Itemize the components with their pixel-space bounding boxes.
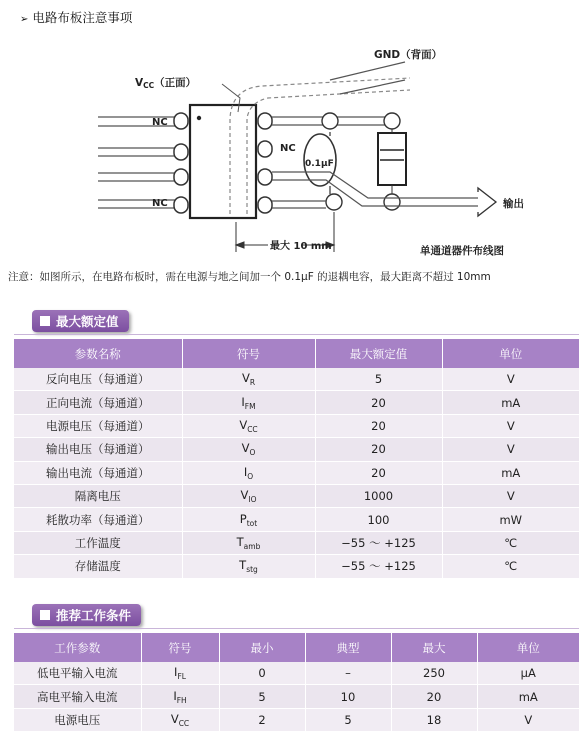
symbol-main: I <box>174 665 178 680</box>
wiring-diagram <box>0 0 587 262</box>
header-max-rating: 最大额定值 <box>315 339 442 368</box>
max-cell: 20 <box>391 685 477 708</box>
capacitor-label: 0.1μF <box>305 159 334 169</box>
gnd-label: GND（背面） <box>374 49 443 61</box>
symbol-subscript: O <box>249 448 256 458</box>
header-param: 参数名称 <box>14 339 182 368</box>
unit-cell: V <box>442 484 579 507</box>
typ-cell: 10 <box>305 685 391 708</box>
param-name-cell: 正向电流（每通道） <box>14 391 182 414</box>
table-row <box>14 391 579 414</box>
table-row <box>14 508 579 531</box>
header-param: 工作参数 <box>14 633 141 662</box>
square-bullet-icon <box>40 316 50 326</box>
param-name-cell: 低电平输入电流 <box>14 662 141 685</box>
unit-cell: mA <box>442 461 579 484</box>
param-name-cell: 耗散功率（每通道） <box>14 508 182 531</box>
section-divider <box>14 334 579 335</box>
param-name-cell: 电源电压（每通道） <box>14 414 182 437</box>
unit-cell: mA <box>442 391 579 414</box>
param-name-cell: 输出电流（每通道） <box>14 461 182 484</box>
table-row <box>14 662 579 685</box>
symbol-cell <box>182 391 315 414</box>
max-cell: 250 <box>391 662 477 685</box>
unit-cell: V <box>442 438 579 461</box>
symbol-main: T <box>239 558 247 573</box>
min-cell: 2 <box>219 708 305 731</box>
symbol-main: V <box>241 371 250 386</box>
symbol-subscript: IO <box>248 495 257 505</box>
layout-note: 注意：如图所示，在电路布板时，需在电源与地之间加一个 0.1μF 的退耦电容，最大距离不超过 10mm <box>8 271 491 283</box>
symbol-subscript: R <box>249 378 256 388</box>
table-row <box>14 484 579 507</box>
symbol-cell <box>182 484 315 507</box>
output-trace <box>272 172 478 208</box>
symbol-subscript: O <box>247 471 254 481</box>
output-arrow-icon <box>478 188 496 216</box>
unit-cell: V <box>442 414 579 437</box>
max-value-cell: −55 ～ +125 <box>315 555 442 578</box>
symbol-subscript: stg <box>246 565 258 575</box>
symbol-cell <box>141 662 219 685</box>
symbol-cell <box>141 708 219 731</box>
symbol-subscript: CC <box>247 424 258 434</box>
symbol-main: V <box>240 488 249 503</box>
max-value-cell: 1000 <box>315 484 442 507</box>
dimension-label: 最大 10 mm <box>270 241 332 252</box>
heading-text: 电路布板注意事项 <box>32 10 133 25</box>
param-name-cell: 工作温度 <box>14 531 182 554</box>
left-pads <box>174 113 188 213</box>
unit-cell: mA <box>477 685 579 708</box>
max-value-cell: 5 <box>315 368 442 391</box>
symbol-subscript: tot <box>246 518 258 528</box>
recommended-title-text: 推荐工作条件 <box>56 608 132 623</box>
symbol-cell <box>182 368 315 391</box>
symbol-subscript: CC <box>178 718 190 728</box>
unit-cell: mW <box>442 508 579 531</box>
nc-label-right: NC <box>280 143 296 154</box>
table-row <box>14 685 579 708</box>
typ-cell: – <box>305 662 391 685</box>
symbol-main: V <box>239 417 248 432</box>
output-label: 输出 <box>503 198 524 210</box>
recommended-title <box>32 604 141 626</box>
symbol-cell <box>182 414 315 437</box>
symbol-main: V <box>170 711 179 726</box>
max-value-cell: 100 <box>315 508 442 531</box>
max-cell: 18 <box>391 708 477 731</box>
symbol-cell <box>141 685 219 708</box>
symbol-main: I <box>243 464 248 479</box>
max-ratings-title <box>32 310 129 332</box>
table-row <box>14 414 579 437</box>
header-min: 最小 <box>219 633 305 662</box>
max-value-cell: 20 <box>315 391 442 414</box>
nc-label-left-top: NC <box>152 117 168 128</box>
max-value-cell: 20 <box>315 461 442 484</box>
diagram-caption: 单通道器件布线图 <box>420 245 504 257</box>
symbol-cell <box>182 555 315 578</box>
bullet-arrow-icon: ➢ <box>20 14 29 25</box>
symbol-cell <box>182 508 315 531</box>
table-row <box>14 461 579 484</box>
right-pads <box>258 113 272 213</box>
section-divider <box>14 628 579 629</box>
header-symbol: 符号 <box>182 339 315 368</box>
min-cell: 0 <box>219 662 305 685</box>
param-name-cell: 输出电压（每通道） <box>14 438 182 461</box>
typ-cell: 5 <box>305 708 391 731</box>
max-ratings-table <box>14 339 579 579</box>
table-header-row <box>14 339 579 368</box>
max-value-cell: −55 ～ +125 <box>315 531 442 554</box>
diode-icon <box>378 129 406 195</box>
symbol-cell <box>182 438 315 461</box>
table-header-row <box>14 633 579 662</box>
ic-package <box>190 105 256 218</box>
param-name-cell: 反向电压（每通道） <box>14 368 182 391</box>
symbol-subscript: amb <box>243 541 261 551</box>
unit-cell: ℃ <box>442 531 579 554</box>
max-value-cell: 20 <box>315 414 442 437</box>
header-symbol: 符号 <box>141 633 219 662</box>
symbol-main: P <box>239 511 247 526</box>
gnd-exit <box>330 62 405 94</box>
table-row <box>14 708 579 731</box>
recommended-table <box>14 633 579 732</box>
pin1-dot <box>197 116 201 120</box>
symbol-subscript: FH <box>176 695 187 705</box>
symbol-cell <box>182 461 315 484</box>
header-typ: 典型 <box>305 633 391 662</box>
header-unit: 单位 <box>442 339 579 368</box>
max-ratings-title-text: 最大额定值 <box>56 314 119 329</box>
unit-cell: ℃ <box>442 555 579 578</box>
unit-cell: V <box>477 708 579 731</box>
table-row <box>14 368 579 391</box>
unit-cell: μA <box>477 662 579 685</box>
symbol-main: I <box>173 688 177 703</box>
symbol-subscript: FM <box>244 401 256 411</box>
param-name-cell: 电源电压 <box>14 708 141 731</box>
symbol-main: V <box>241 441 250 456</box>
unit-cell: V <box>442 368 579 391</box>
square-bullet-icon <box>40 610 50 620</box>
nc-label-left-bottom: NC <box>152 198 168 209</box>
symbol-main: I <box>241 394 245 409</box>
left-traces <box>98 117 180 208</box>
max-value-cell: 20 <box>315 438 442 461</box>
param-name-cell: 高电平输入电流 <box>14 685 141 708</box>
min-cell: 5 <box>219 685 305 708</box>
symbol-main: T <box>236 534 244 549</box>
table-row <box>14 438 579 461</box>
table-row <box>14 555 579 578</box>
header-max: 最大 <box>391 633 477 662</box>
symbol-subscript: FL <box>177 672 186 682</box>
symbol-cell <box>182 531 315 554</box>
param-name-cell: 隔离电压 <box>14 484 182 507</box>
header-unit: 单位 <box>477 633 579 662</box>
vcc-label: VCC（正面） <box>135 77 197 90</box>
param-name-cell: 存储温度 <box>14 555 182 578</box>
table-row <box>14 531 579 554</box>
